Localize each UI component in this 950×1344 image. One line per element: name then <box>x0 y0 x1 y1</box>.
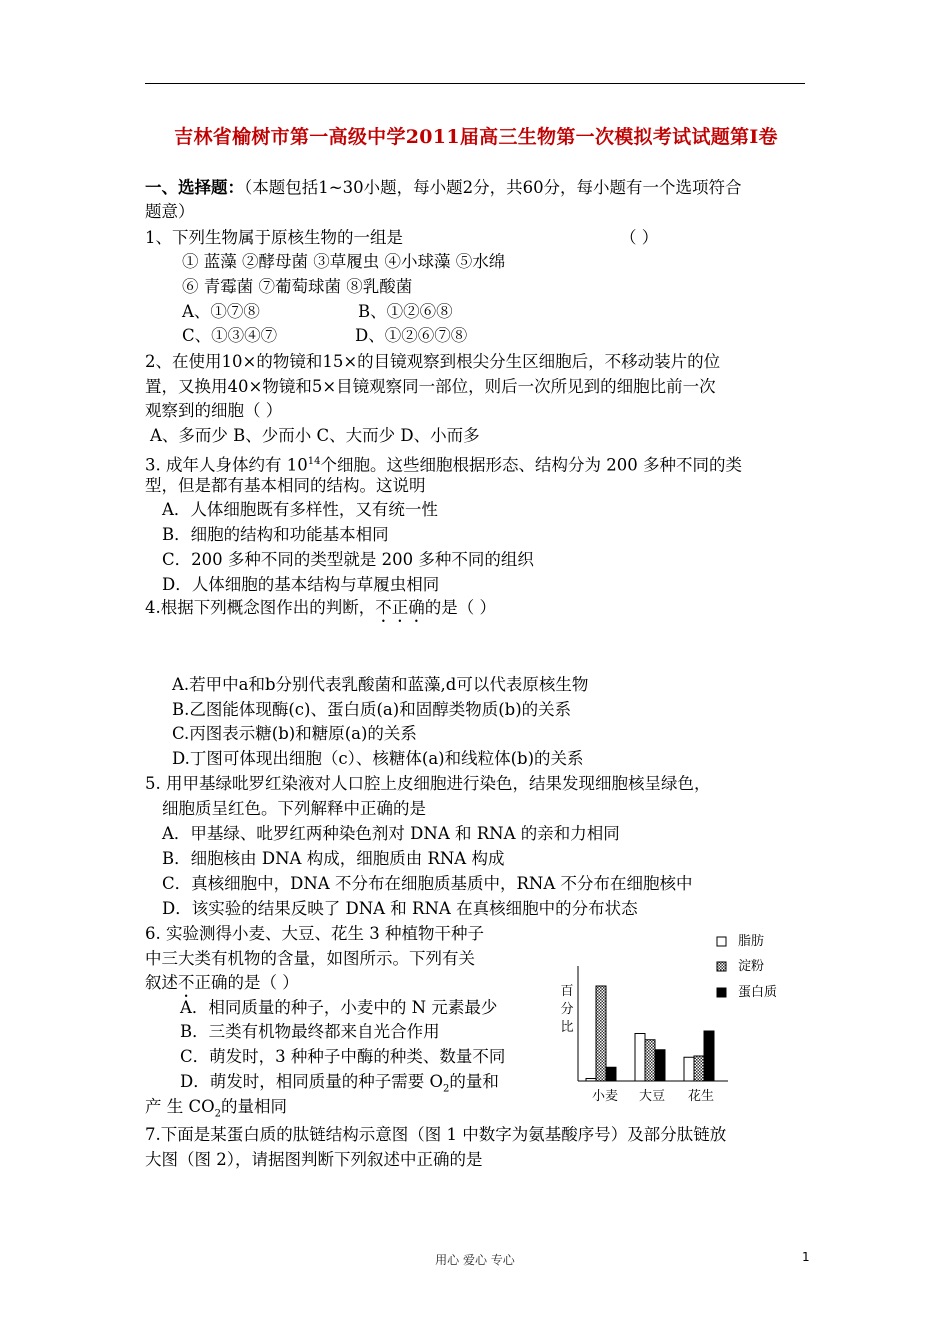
q6-line-3-emphasis: 不 <box>178 973 195 992</box>
q2-line-3: 观察到的细胞（ ） <box>145 401 283 420</box>
bar-小麦-脂肪 <box>586 1079 596 1082</box>
q6-option-d-continued <box>145 1095 287 1126</box>
footer-text: 用心 爱心 专心 <box>435 1253 515 1267</box>
q1-stem: 1、下列生物属于原核生物的一组是 <box>145 228 403 247</box>
legend-label-fat: 脂肪 <box>738 934 765 949</box>
q1-option-b: B、①②⑥⑧ <box>358 302 453 321</box>
bar-花生-淀粉 <box>694 1056 704 1081</box>
q5-option-c: C．真核细胞中，DNA 不分布在细胞质基质中，RNA 不分布在细胞核中 <box>162 874 693 893</box>
bar-花生-脂肪 <box>684 1057 694 1081</box>
q6-cont-pre: 产 生 CO <box>145 1097 215 1116</box>
q6-line-1: 6. 实验测得小麦、大豆、花生 3 种植物干种子 <box>145 924 484 943</box>
q3-option-b: B．细胞的结构和功能基本相同 <box>162 525 389 544</box>
section-desc-2: 题意） <box>145 202 195 221</box>
q3-line-1-post: 个细胞。这些细胞根据形态、结构分为 200 多种不同的类 <box>320 455 742 475</box>
q6-cont-sub: 2 <box>214 1108 222 1120</box>
q5-line-1: 5. 用甲基绿吡罗红染液对人口腔上皮细胞进行染色，结果发现细胞核呈绿色， <box>145 774 711 793</box>
page-number: 1 <box>802 1250 810 1264</box>
q6-option-c: C．萌发时，3 种种子中酶的种类、数量不同 <box>180 1047 506 1066</box>
q6-line-3-pre: 叙述 <box>145 973 178 992</box>
q6-option-b: B．三类有机物最终都来自光合作用 <box>180 1022 440 1041</box>
section-desc-1: （本题包括1~30小题，每小题2分，共60分，每小题有一个选项符合 <box>244 178 742 197</box>
q3-exponent: 14 <box>307 456 321 467</box>
page-title: 吉林省榆树市第一高级中学2011届高三生物第一次模拟考试试题第Ⅰ卷 <box>174 126 778 148</box>
q6-option-a: A．相同质量的种子，小麦中的 N 元素最少 <box>180 998 498 1017</box>
q1-option-c: C、①③④⑦ <box>182 326 278 345</box>
q3-option-c: C．200 多种不同的类型就是 200 多种不同的组织 <box>162 550 534 569</box>
chart-ylabel: 百分比 <box>560 984 574 1035</box>
bar-大豆-脂肪 <box>635 1034 645 1082</box>
header-rule <box>145 83 805 84</box>
q4-option-a: A.若甲中a和b分别代表乳酸菌和蓝藻,d可以代表原核生物 <box>172 675 589 694</box>
q1-answer-paren: （ ） <box>620 228 659 247</box>
q6-line-2: 中三大类有机物的含量，如图所示。下列有关 <box>145 949 475 968</box>
q6-cont-post: 的量相同 <box>221 1097 288 1116</box>
q7-line-1: 7.下面是某蛋白质的肽链结构示意图（图 1 中数字为氨基酸序号）及部分肽链放 <box>145 1125 727 1144</box>
q1-items-2: ⑥ 青霉菌 ⑦葡萄球菌 ⑧乳酸菌 <box>182 277 413 296</box>
q4-stem-pre: 4.根据下列概念图作出的判断， <box>145 598 376 617</box>
q7-line-2: 大图（图 2），请据图判断下列叙述中正确的是 <box>145 1150 483 1169</box>
bar-小麦-蛋白质 <box>606 1067 616 1081</box>
q3-line-1-pre: 3. 成年人身体约有 10 <box>145 455 308 475</box>
q6-line-3-post: 正确的是（ ） <box>194 973 299 992</box>
q3-option-a: A．人体细胞既有多样性，又有统一性 <box>162 500 438 519</box>
q5-option-a: A．甲基绿、吡罗红两种染色剂对 DNA 和 RNA 的亲和力相同 <box>162 824 620 843</box>
q5-option-d: D．该实验的结果反映了 DNA 和 RNA 在真核细胞中的分布状态 <box>162 899 638 918</box>
q2-line-1: 2、在使用10×的物镜和15×的目镜观察到根尖分生区细胞后，不移动装片的位 <box>145 352 721 371</box>
q2-line-2: 置，又换用40×物镜和5×目镜观察同一部位，则后一次所见到的细胞比前一次 <box>145 377 716 396</box>
q5-option-b: B．细胞核由 DNA 构成，细胞质由 RNA 构成 <box>162 849 505 868</box>
q1-option-a: A、①⑦⑧ <box>182 302 260 321</box>
q5-line-2: 细胞质呈红色。下列解释中正确的是 <box>162 799 426 818</box>
x-tick-label-0: 小麦 <box>592 1089 619 1104</box>
q4-stem-emphasis: 不正确 <box>375 598 425 617</box>
q4-option-b: B.乙图能体现酶(c)、蛋白质(a)和固醇类物质(b)的关系 <box>172 700 572 719</box>
legend-swatch-脂肪 <box>717 937 726 946</box>
q3-line-2: 型，但是都有基本相同的结构。这说明 <box>145 476 426 495</box>
legend-swatch-淀粉 <box>717 962 726 971</box>
q4-option-c: C.丙图表示糖(b)和糖原(a)的关系 <box>172 724 417 743</box>
section-heading <box>145 176 742 200</box>
x-tick-label-1: 大豆 <box>639 1089 666 1104</box>
q2-options: A、多而少 B、少而小 C、大而少 D、小而多 <box>150 426 480 445</box>
q4-option-d: D.丁图可体现出细胞（c）、核糖体(a)和线粒体(b)的关系 <box>172 749 584 768</box>
bar-小麦-淀粉 <box>596 986 606 1081</box>
bar-大豆-蛋白质 <box>655 1050 665 1081</box>
legend-swatch-蛋白质 <box>717 988 726 997</box>
q6-option-d-sub: 2 <box>443 1083 450 1095</box>
bar-大豆-淀粉 <box>645 1040 655 1081</box>
section-label: 一、选择题： <box>145 178 244 197</box>
x-tick-label-2: 花生 <box>688 1089 715 1104</box>
q4-stem-post: 的是（ ） <box>424 598 496 617</box>
legend-label-protein: 蛋白质 <box>738 985 778 1000</box>
bar-花生-蛋白质 <box>704 1031 714 1081</box>
q1-option-d: D、①②⑥⑦⑧ <box>355 326 468 345</box>
q3-option-d: D．人体细胞的基本结构与草履虫相同 <box>162 575 440 594</box>
q6-option-d-pre: D．萌发时，相同质量的种子需要 O <box>180 1072 444 1091</box>
q4-stem <box>145 596 496 626</box>
q6-option-d-post: 的量和 <box>449 1072 499 1091</box>
q1-items-1: ① 蓝藻 ②酵母菌 ③草履虫 ④小球藻 ⑤水绵 <box>182 252 506 271</box>
legend-label-starch: 淀粉 <box>738 959 765 974</box>
